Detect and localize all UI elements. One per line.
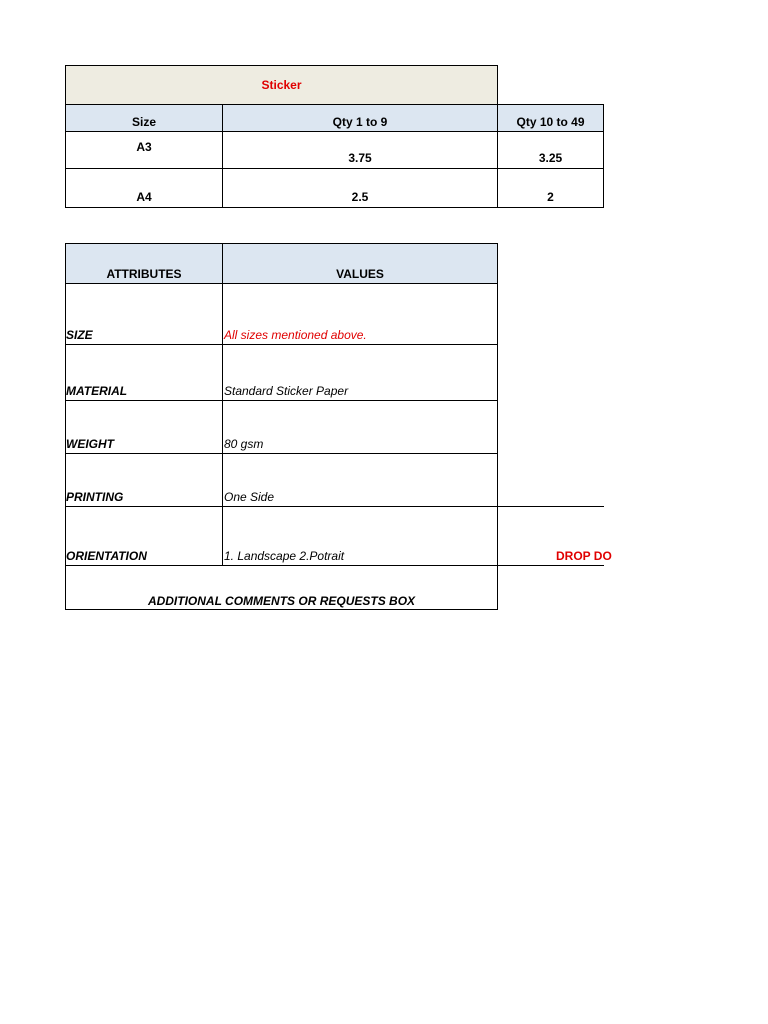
attribute-value: All sizes mentioned above.	[224, 328, 367, 342]
table-row	[65, 283, 223, 345]
table-row	[65, 506, 223, 566]
price-header-qty-1-9-cell	[222, 104, 498, 132]
attribute-label: SIZE	[66, 328, 93, 342]
attribute-label: PRINTING	[66, 490, 124, 504]
attribute-value-cell	[222, 400, 498, 454]
attribute-label: ORIENTATION	[66, 549, 147, 563]
price-value: 3.25	[538, 151, 563, 165]
price-value: 2	[547, 190, 554, 204]
attribute-value-cell	[222, 283, 498, 345]
price-header-qty-10-49-cell	[497, 104, 604, 132]
price-cell	[222, 131, 498, 169]
attribute-value-cell	[222, 506, 498, 566]
table-row	[65, 344, 223, 401]
values-header: VALUES	[336, 267, 384, 281]
price-cell	[497, 168, 604, 208]
price-header-qty-1-9: Qty 1 to 9	[332, 115, 388, 129]
price-row-size: A4	[136, 190, 152, 204]
attribute-label: MATERIAL	[66, 384, 128, 398]
price-value: 2.5	[351, 190, 369, 204]
price-header-size-cell	[65, 104, 223, 132]
price-table-title-cell	[65, 65, 498, 105]
price-table-title: Sticker	[261, 78, 302, 92]
values-header-cell	[222, 243, 498, 284]
dropdown-note-cell	[497, 506, 612, 566]
price-cell	[222, 168, 498, 208]
comments-box-label: ADDITIONAL COMMENTS OR REQUESTS BOX	[147, 594, 416, 608]
price-header-qty-10-49: Qty 10 to 49	[516, 115, 585, 129]
attribute-value: Standard Sticker Paper	[224, 384, 349, 398]
attributes-header-cell	[65, 243, 223, 284]
table-row	[65, 168, 223, 208]
price-cell	[497, 131, 604, 169]
attribute-value-cell	[222, 344, 498, 401]
attribute-value: 1. Landscape 2.Potrait	[224, 549, 345, 563]
attribute-value: One Side	[224, 490, 275, 504]
table-row	[65, 453, 223, 507]
price-value: 3.75	[348, 151, 372, 165]
dropdown-note: DROP DO	[556, 549, 612, 563]
attribute-label: WEIGHT	[66, 437, 114, 451]
attributes-header: ATTRIBUTES	[106, 267, 182, 281]
table-row	[65, 131, 223, 169]
price-header-size: Size	[131, 115, 156, 129]
price-row-size: A3	[136, 140, 152, 154]
table-row	[65, 400, 223, 454]
comments-box	[65, 565, 498, 610]
attribute-value: 80 gsm	[224, 437, 264, 451]
attribute-value-cell	[222, 453, 498, 507]
